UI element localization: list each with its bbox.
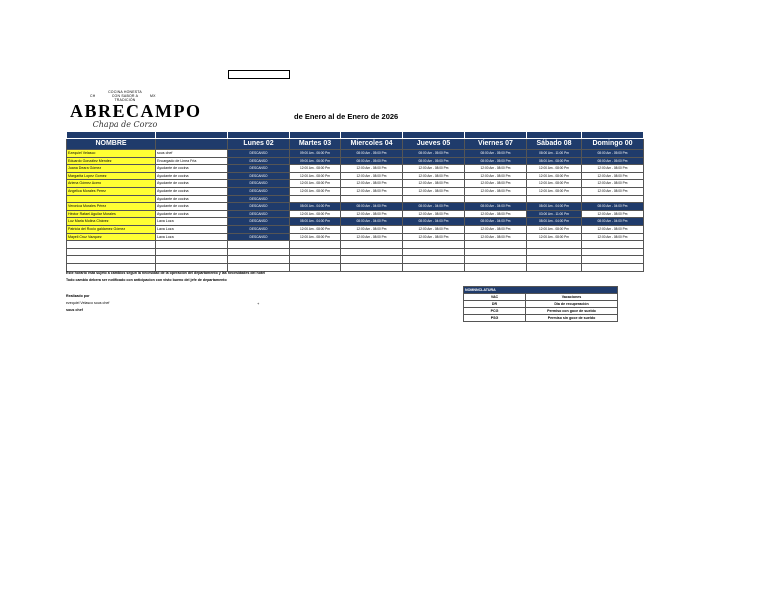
employee-name: Héctor Rafael Aguilar Morales	[67, 210, 156, 218]
empty-cell	[67, 263, 156, 271]
logo-tag-left: CH	[90, 94, 96, 98]
shift-cell: 12:00 Am - 08:00 Pm	[527, 225, 582, 233]
shift-cell: 12:00 Am - 08:00 Pm	[403, 180, 465, 188]
empty-cell	[465, 256, 527, 264]
empty-cell	[156, 241, 228, 249]
shift-cell: 12:00 Am - 08:00 Pm	[341, 165, 403, 173]
employee-role: Ayudante de cocina	[156, 165, 228, 173]
shift-cell: DESCANSO	[228, 210, 290, 218]
shift-cell: 12:00 Am - 08:00 Pm	[582, 172, 644, 180]
shift-cell: 08:00 Am - 11:00 Pm	[527, 150, 582, 158]
shift-cell	[582, 195, 644, 203]
shift-cell: 12:00 Am - 08:00 Pm	[403, 233, 465, 241]
shift-cell: DESCANSO	[228, 218, 290, 226]
shift-cell: 08:00 Am - 04:00 Pm	[403, 203, 465, 211]
col-header-sabado: Sábado 08	[527, 139, 582, 150]
table-top-band	[67, 132, 644, 139]
shift-cell: 12:00 Am - 08:00 Pm	[290, 225, 341, 233]
shift-cell: DESCANSO	[228, 172, 290, 180]
nomenclature-row	[464, 294, 618, 301]
employee-role: Lava Loza	[156, 218, 228, 226]
shift-cell: 08:00 Am - 05:00 Pm	[341, 150, 403, 158]
shift-cell: 12:00 Am - 08:00 Pm	[290, 180, 341, 188]
empty-cell	[228, 256, 290, 264]
employee-name: Angelica Morales Perez	[67, 187, 156, 195]
table-row	[67, 210, 644, 218]
empty-cell	[527, 241, 582, 249]
shift-cell: 08:00 Am - 04:00 Pm	[465, 218, 527, 226]
employee-role: Encargado de Linea Fria	[156, 157, 228, 165]
shift-cell: 08:00 Am - 05:00 Pm	[465, 157, 527, 165]
shift-cell: 08:00 Am - 05:00 Pm	[582, 150, 644, 158]
shift-cell: 12:00 Am - 08:00 Pm	[465, 187, 527, 195]
shift-cell: 12:00 Am - 08:00 Pm	[403, 225, 465, 233]
shift-cell: 08:00 Am - 05:00 Pm	[465, 150, 527, 158]
empty-cell	[465, 248, 527, 256]
shift-cell: DESCANSO	[228, 180, 290, 188]
shift-cell: 12:00 Am - 08:00 Pm	[341, 233, 403, 241]
shift-cell: 08:00 Am - 05:00 Pm	[341, 157, 403, 165]
logo-tagline: COCINA HONESTA CON SABOR A TRADICIÓN	[108, 90, 142, 102]
shift-cell: 12:00 Am - 08:00 Pm	[290, 165, 341, 173]
shift-cell: 12:00 Am - 08:00 Pm	[403, 187, 465, 195]
shift-cell: 12:00 Am - 08:00 Pm	[290, 210, 341, 218]
shift-cell: 08:00 Am - 04:00 Pm	[527, 203, 582, 211]
shift-cell: DESCANSO	[228, 165, 290, 173]
nomenclature-code: PSG	[464, 315, 526, 322]
shift-cell: 08:00 Am - 04:00 Pm	[290, 203, 341, 211]
logo-subtitle: Chapa de Corzo	[92, 120, 158, 129]
table-row	[67, 157, 644, 165]
col-header-lunes: Lunes 02	[228, 139, 290, 150]
shift-cell: 12:00 Am - 08:00 Pm	[465, 172, 527, 180]
shift-cell: 08:00 Am - 08:00 Pm	[527, 157, 582, 165]
shift-cell: 12:00 Am - 08:00 Pm	[527, 165, 582, 173]
empty-cell	[67, 248, 156, 256]
empty-row	[67, 248, 644, 256]
empty-cell	[67, 256, 156, 264]
nomenclature-desc: Dia de recuperación	[526, 301, 618, 308]
schedule-note-1: Este horario esta sujeto a cambios segun la necesidad de la operación del departamento y las necesidades del hotel	[66, 271, 266, 275]
shift-cell: 12:00 Am - 08:00 Pm	[465, 180, 527, 188]
col-header-viernes: Viernes 07	[465, 139, 527, 150]
shift-cell: 12:00 Am - 08:00 Pm	[582, 180, 644, 188]
table-row	[67, 233, 644, 241]
top-empty-cell	[228, 70, 290, 79]
empty-cell	[527, 263, 582, 271]
empty-cell	[156, 263, 228, 271]
nomenclature-title: NOMNNCLATURA	[464, 287, 618, 294]
shift-cell: 03:00 Am - 11:00 Pm	[527, 210, 582, 218]
shift-cell: DESCANSO	[228, 150, 290, 158]
empty-cell	[290, 248, 341, 256]
col-header-martes: Martes 03	[290, 139, 341, 150]
signature-label: Realizado por	[66, 294, 90, 298]
logo-tag-right: MX	[150, 94, 156, 98]
shift-cell: 12:00 Am - 08:00 Pm	[465, 225, 527, 233]
shift-cell: 12:00 Am - 08:00 Pm	[341, 172, 403, 180]
employee-role: Lava Loza	[156, 233, 228, 241]
nomenclature-row	[464, 301, 618, 308]
employee-role: Ayudante de cocina	[156, 172, 228, 180]
signature-name: ezequiel Velasco sous chef	[66, 301, 110, 305]
table-row	[67, 150, 644, 158]
table-row	[67, 172, 644, 180]
shift-cell: 12:00 Am - 08:00 Pm	[527, 172, 582, 180]
shift-cell: 12:00 Am - 08:00 Pm	[290, 172, 341, 180]
table-row	[67, 203, 644, 211]
employee-role: sous chef	[156, 150, 228, 158]
shift-cell: 12:00 Am - 08:00 Pm	[403, 172, 465, 180]
shift-cell: 12:00 Am - 08:00 Pm	[582, 225, 644, 233]
empty-cell	[582, 241, 644, 249]
shift-cell: 08:00 Am - 04:00 Pm	[341, 218, 403, 226]
employee-role: Ayudante de cocina	[156, 210, 228, 218]
empty-row	[67, 263, 644, 271]
shift-cell: 12:00 Am - 08:00 Pm	[465, 165, 527, 173]
empty-cell	[290, 263, 341, 271]
empty-cell	[290, 256, 341, 264]
shift-cell: 12:00 Am - 08:00 Pm	[403, 165, 465, 173]
shift-cell: 12:00 Am - 08:00 Pm	[582, 165, 644, 173]
shift-cell: DESCANSO	[228, 225, 290, 233]
shift-cell: DESCANSO	[228, 187, 290, 195]
shift-cell: 12:00 Am - 08:00 Pm	[341, 210, 403, 218]
empty-cell	[228, 248, 290, 256]
empty-cell	[582, 248, 644, 256]
col-header-jueves: Jueves 05	[403, 139, 465, 150]
table-row	[67, 218, 644, 226]
nomenclature-code: DR	[464, 301, 526, 308]
employee-name: Arlena Gómez Acero	[67, 180, 156, 188]
employee-role: Ayudante de cocina	[156, 203, 228, 211]
shift-cell	[290, 195, 341, 203]
empty-cell	[403, 263, 465, 271]
empty-cell	[582, 256, 644, 264]
nomenclature-code: PCG	[464, 308, 526, 315]
shift-cell: 12:00 Am - 08:00 Pm	[527, 233, 582, 241]
nomenclature-desc: Permiso sin goce de sueldo	[526, 315, 618, 322]
employee-name: Veronica Morales Pérez	[67, 203, 156, 211]
table-row	[67, 225, 644, 233]
empty-cell	[228, 263, 290, 271]
empty-cell	[527, 256, 582, 264]
shift-cell: 08:00 Am - 05:00 Pm	[403, 150, 465, 158]
employee-name: Luz Maria Molina Chávez	[67, 218, 156, 226]
shift-cell: 08:00 Am - 04:00 Pm	[341, 203, 403, 211]
shift-cell: DESCANSO	[228, 203, 290, 211]
empty-cell	[228, 241, 290, 249]
empty-cell	[465, 241, 527, 249]
employee-role: Ayudante de cocina	[156, 187, 228, 195]
empty-cell	[156, 248, 228, 256]
shift-cell: 12:00 Am - 08:00 Pm	[527, 187, 582, 195]
empty-row	[67, 241, 644, 249]
employee-role: Ayudante de cocina	[156, 195, 228, 203]
shift-cell	[527, 195, 582, 203]
col-header-miercoles: Miercoles 04	[341, 139, 403, 150]
empty-cell	[582, 263, 644, 271]
shift-cell: 12:00 Am - 08:00 Pm	[465, 233, 527, 241]
company-logo	[70, 90, 202, 132]
shift-cell: 08:00 Am - 04:00 Pm	[582, 203, 644, 211]
empty-cell	[290, 241, 341, 249]
empty-cell	[465, 263, 527, 271]
shift-cell: 08:00 Am - 04:00 Pm	[465, 203, 527, 211]
table-row	[67, 187, 644, 195]
nomenclature-row	[464, 315, 618, 322]
employee-name: Mayeli Cruz Vazquez	[67, 233, 156, 241]
nomenclature-row	[464, 308, 618, 315]
empty-cell	[403, 241, 465, 249]
empty-cell	[403, 248, 465, 256]
shift-cell: 12:00 Am - 08:00 Pm	[290, 233, 341, 241]
shift-cell: DESCANSO	[228, 233, 290, 241]
nomenclature-desc: Permiso con goce de sueldo	[526, 308, 618, 315]
empty-cell	[341, 248, 403, 256]
logo-brand: ABRECAMPO	[70, 101, 202, 121]
shift-cell: 12:00 Am - 08:00 Pm	[465, 210, 527, 218]
table-row	[67, 165, 644, 173]
nomenclature-table	[463, 286, 618, 322]
shift-cell: 12:00 Am - 08:00 Pm	[403, 210, 465, 218]
col-header-role	[156, 139, 228, 150]
empty-cell	[156, 256, 228, 264]
shift-cell: 12:00 Am - 08:00 Pm	[341, 225, 403, 233]
shift-cell: 08:00 Am - 04:00 Pm	[290, 218, 341, 226]
empty-row	[67, 256, 644, 264]
shift-cell: 08:00 Am - 05:00 Pm	[582, 157, 644, 165]
shift-cell	[465, 195, 527, 203]
shift-cell: 12:00 Am - 08:00 Pm	[582, 210, 644, 218]
shift-cell: 12:00 Am - 08:00 Pm	[582, 187, 644, 195]
nomenclature-desc: Vacaciones	[526, 294, 618, 301]
col-header-nombre: NOMBRE	[67, 139, 156, 150]
shift-cell: 09:00 Am - 06:00 Pm	[290, 150, 341, 158]
shift-cell: 09:00 Am - 06:00 Pm	[290, 157, 341, 165]
signature-role: sous chef	[66, 308, 83, 312]
shift-cell: 08:00 Am - 04:00 Pm	[527, 218, 582, 226]
employee-name: Ezequiel Velasco	[67, 150, 156, 158]
empty-cell	[341, 263, 403, 271]
table-header-row	[67, 139, 644, 150]
empty-cell	[341, 256, 403, 264]
schedule-title: de Enero al de Enero de 2026	[294, 112, 399, 121]
nomenclature-code: VAC	[464, 294, 526, 301]
empty-cell	[67, 241, 156, 249]
empty-cell	[403, 256, 465, 264]
signature-mark: +	[257, 301, 260, 306]
employee-name	[67, 195, 156, 203]
shift-cell: 08:00 Am - 04:00 Pm	[582, 218, 644, 226]
employee-name: Margarita Lopez Gomez	[67, 172, 156, 180]
empty-cell	[527, 248, 582, 256]
employee-name: Juana Deara Gómez	[67, 165, 156, 173]
shift-cell: 12:00 Am - 08:00 Pm	[290, 187, 341, 195]
shift-cell: 12:00 Am - 08:00 Pm	[341, 180, 403, 188]
shift-cell: 12:00 Am - 08:00 Pm	[341, 187, 403, 195]
schedule-note-2: Todo cambio debera ser notificado con anticipacion con visto bueno del jefe de departamento	[66, 278, 227, 282]
shift-cell	[341, 195, 403, 203]
col-header-domingo: Domingo 00	[582, 139, 644, 150]
table-row	[67, 180, 644, 188]
empty-cell	[341, 241, 403, 249]
employee-name: Eduardo González Mendez	[67, 157, 156, 165]
table-row	[67, 195, 644, 203]
shift-cell: 12:00 Am - 08:00 Pm	[582, 233, 644, 241]
employee-role: Ayudante de cocina	[156, 180, 228, 188]
shift-cell: 08:00 Am - 05:00 Pm	[403, 157, 465, 165]
employee-name: Patricia del Rocio galdamez Gómez	[67, 225, 156, 233]
shift-cell	[403, 195, 465, 203]
shift-cell: 08:00 Am - 04:00 Pm	[403, 218, 465, 226]
shift-cell: DESCANSO	[228, 157, 290, 165]
shift-cell: 12:00 Am - 08:00 Pm	[527, 180, 582, 188]
schedule-table	[66, 131, 644, 272]
employee-role: Lava Loza	[156, 225, 228, 233]
shift-cell: DESCANSO	[228, 195, 290, 203]
